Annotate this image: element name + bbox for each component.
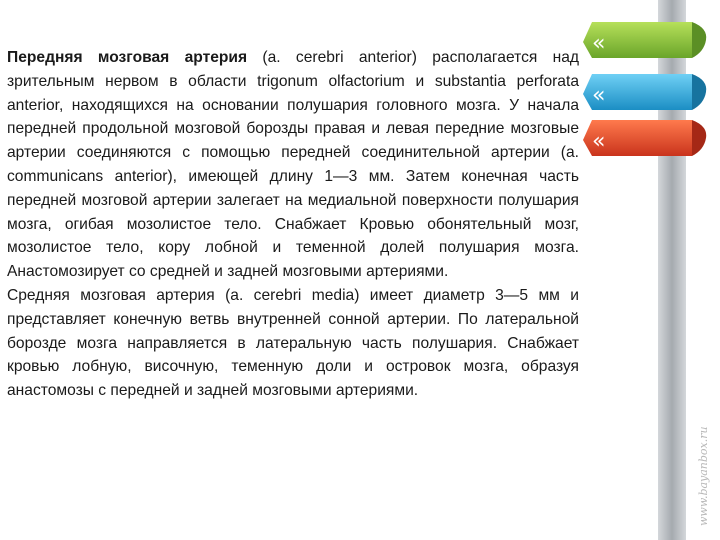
watermark-text: www.bayanbox.ru [697,426,710,526]
double-chevron-left-icon: « [592,31,606,56]
green-ribbon [583,22,706,58]
term-anterior-artery: Передняя мозговая артерия [7,49,248,66]
blue-ribbon [583,74,706,110]
watermark [693,390,713,530]
paragraph-anterior-artery [7,46,579,284]
red-ribbon [583,120,706,156]
double-chevron-left-icon: « [592,83,606,108]
paragraph-middle-artery: Средняя мозговая артерия (a. cerebri media) имеет диаметр 3—5 мм и представляет конечную ветвь внутренней сонной артерии. По латеральной борозде мозга направляется в латеральную часть полушария. Снабжает кровью лобную, височную, теменную доли и островок мозга, образуя анастомозы с передней и задней мозговыми артериями. [7,286,579,400]
main-text [7,46,579,403]
paragraph-anterior-artery-body: (a. cerebri anterior) располагается над зрительным нервом в области trigonum olfactorium и substantia perforata anterior, находящихся на основании полушария головного мозга. У начала передней продольной мозговой борозды правая и левая передние мозговые артерии соединяются с помощью передней соединительной артерии (a. communicans anterior), имеющей длину 1—3 мм. Затем конечная часть передней мозговой артерии залегает на медиальной поверхности полушария мозга, огибая мозолистое тело. Снабжает Кровью обонятельный мозг, мозолистое тело, кору лобной и теменной долей полушария мозга. Анастомозирует со средней и задней мозговыми артериями. [7,49,579,281]
double-chevron-left-icon: « [592,129,606,154]
